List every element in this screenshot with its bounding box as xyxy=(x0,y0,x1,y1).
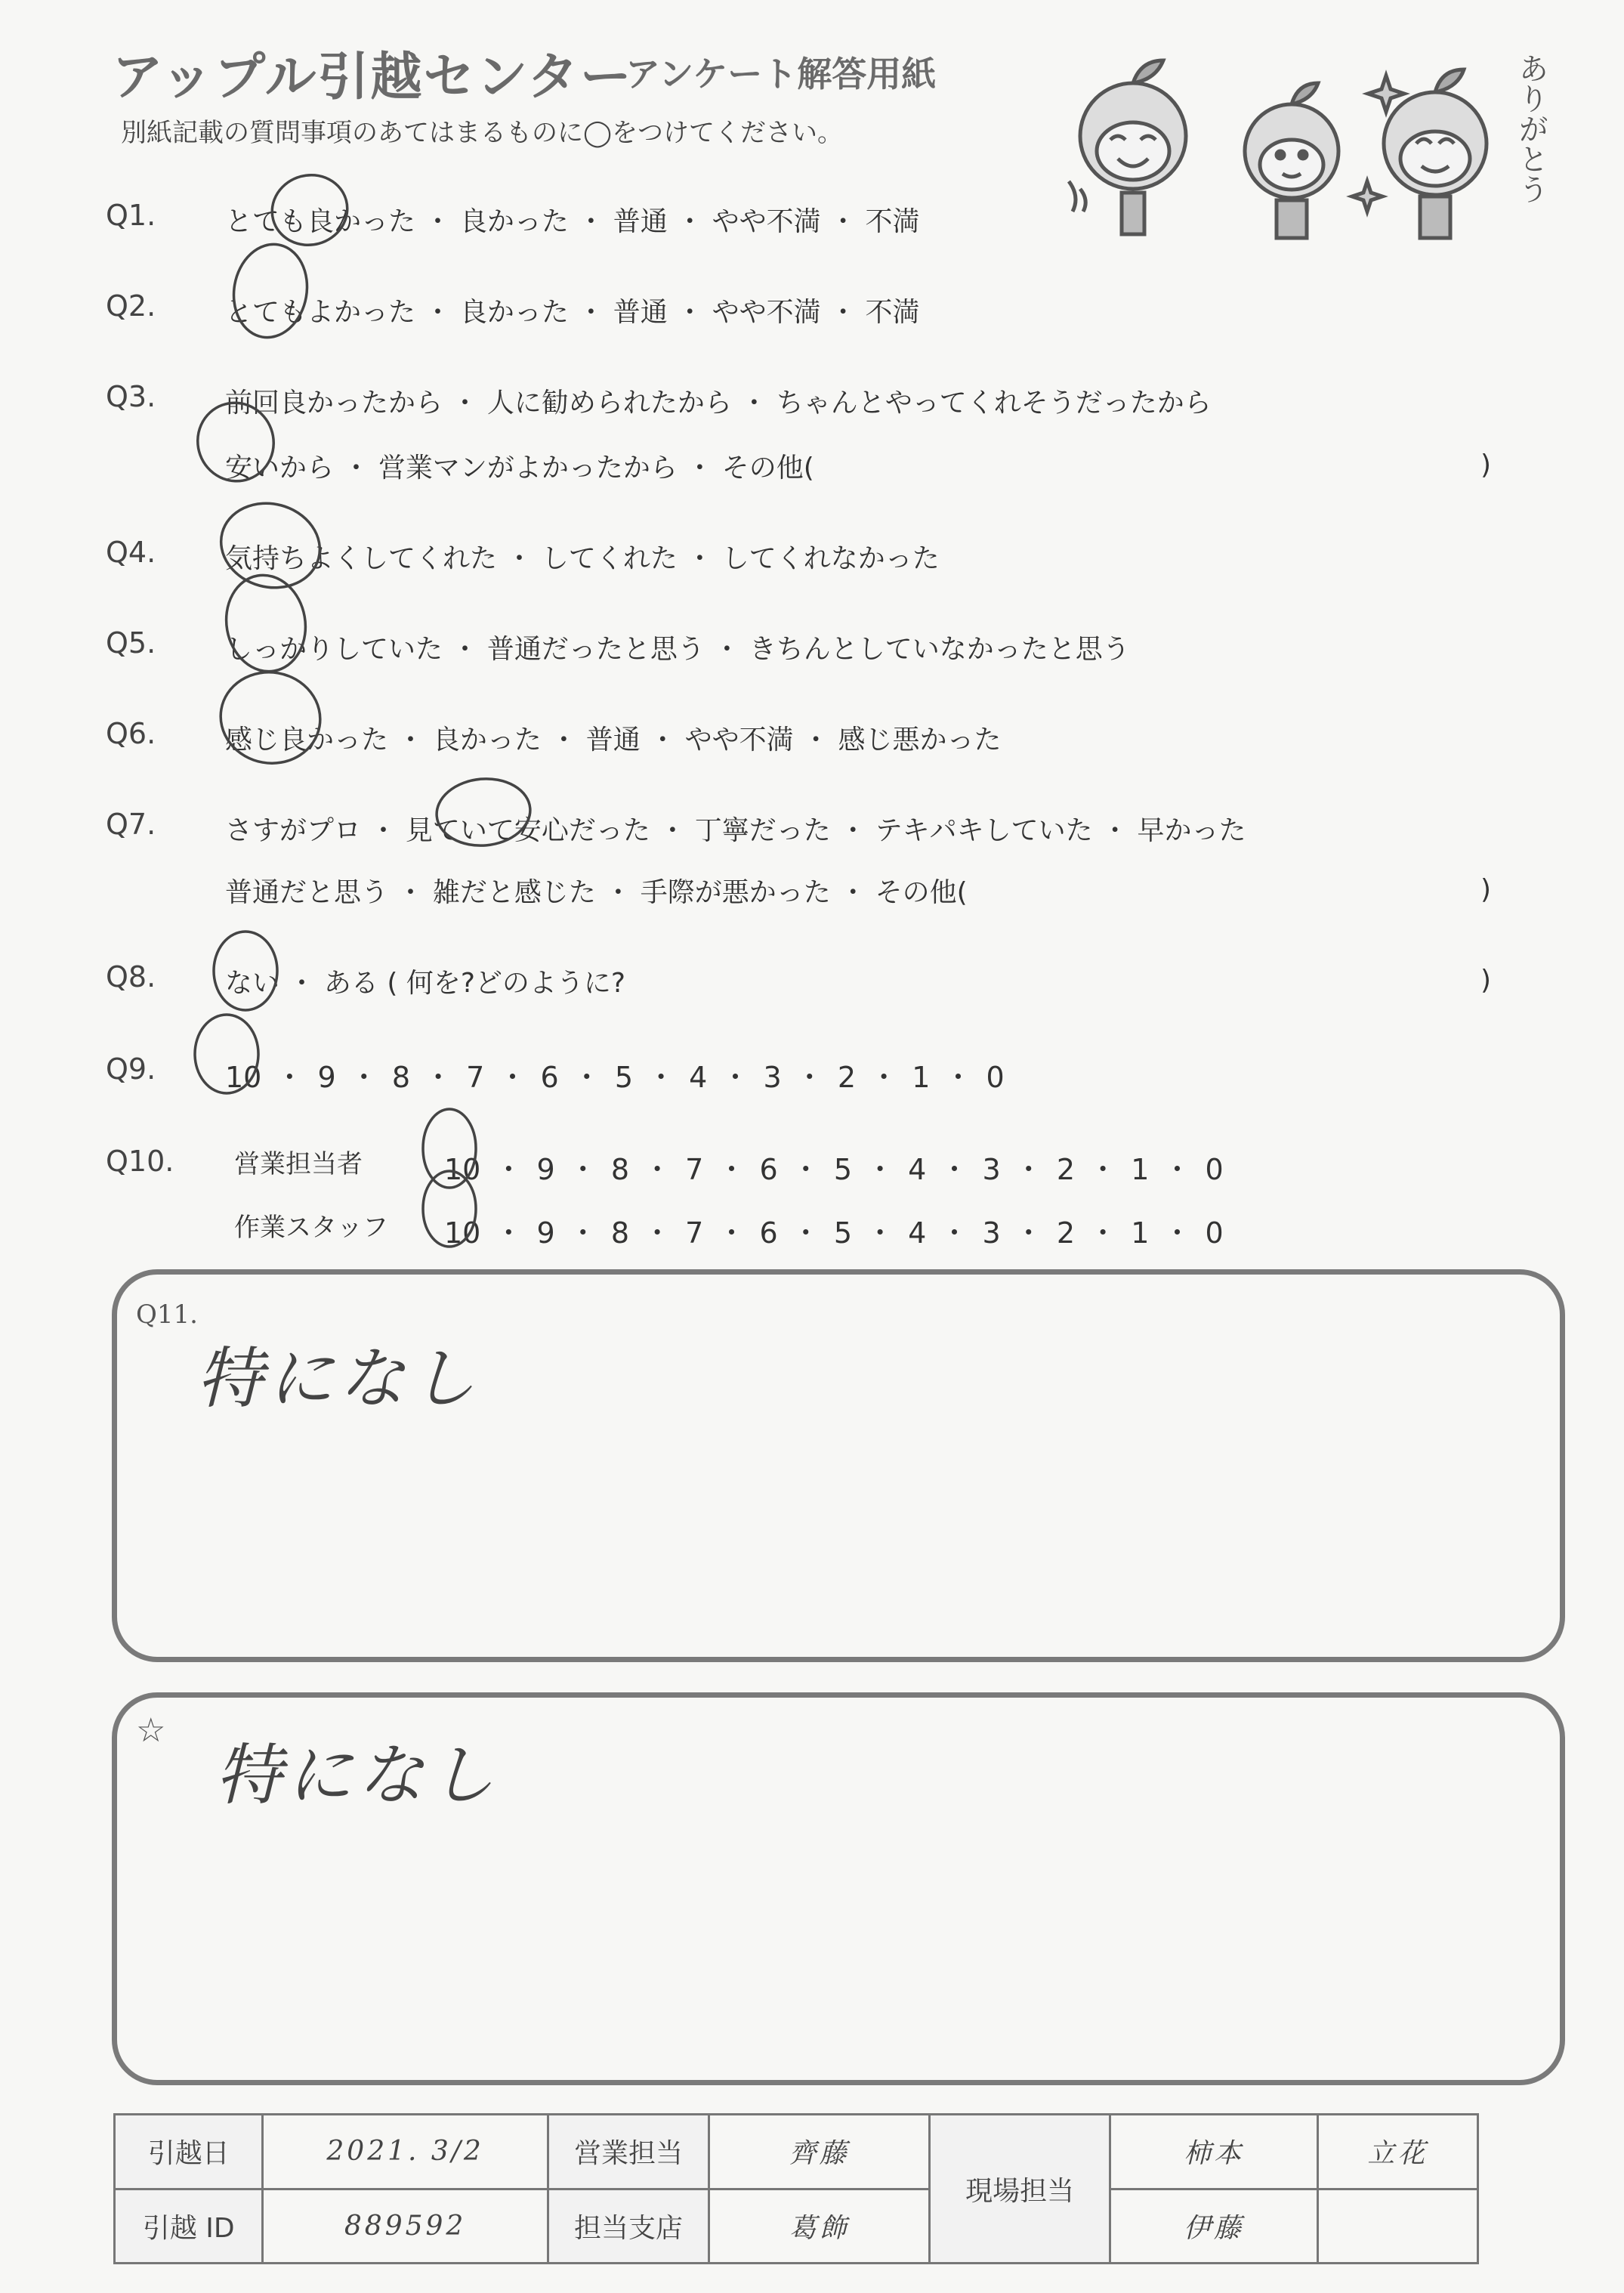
move-info-table xyxy=(113,2113,1479,2264)
q10-sales-scale[interactable]: 10 ・ 9 ・ 8 ・ 7 ・ 6 ・ 5 ・ 4 ・ 3 ・ 2 ・ 1 ・ 0 xyxy=(444,1153,1224,1186)
move-id-label: 引越 ID xyxy=(115,2189,263,2264)
q2-label: Q2. xyxy=(106,289,156,323)
q9-label: Q9. xyxy=(106,1052,156,1086)
field-staff-2[interactable]: 立花 xyxy=(1317,2115,1477,2189)
q2-options[interactable]: とてもよかった ・ 良かった ・ 普通 ・ やや不満 ・ 不満 xyxy=(225,297,920,328)
move-id-value[interactable]: 889592 xyxy=(263,2189,548,2264)
q9-scale[interactable]: 10 ・ 9 ・ 8 ・ 7 ・ 6 ・ 5 ・ 4 ・ 3 ・ 2 ・ 1 ・ 0 xyxy=(225,1061,1005,1094)
table-row xyxy=(115,2189,1478,2264)
q3-options-line2[interactable]: 安いから ・ 営業マンがよかったから ・ その他( xyxy=(225,453,814,484)
form-subtitle: アンケート解答用紙 xyxy=(625,54,937,94)
q4-label: Q4. xyxy=(106,536,156,569)
field-staff-empty[interactable] xyxy=(1317,2189,1477,2264)
q11-label: Q11. xyxy=(136,1299,198,1330)
q1-options[interactable]: とても良かった ・ 良かった ・ 普通 ・ やや不満 ・ 不満 xyxy=(225,206,920,237)
q7-label: Q7. xyxy=(106,808,156,841)
q8-paren-close: ) xyxy=(1480,965,1492,996)
q10-staff-label: 作業スタッフ xyxy=(234,1213,388,1243)
star-handwritten-answer: 特になし xyxy=(215,1736,500,1814)
q7-options-line1[interactable]: さすがプロ ・ 見ていて安心だった ・ 丁寧だった ・ テキパキしていた ・ 早かった xyxy=(225,815,1246,846)
field-staff-3[interactable]: 伊藤 xyxy=(1110,2189,1317,2264)
field-staff-label: 現場担当 xyxy=(929,2115,1110,2264)
q7-paren-close: ) xyxy=(1480,874,1492,905)
q3-label: Q3. xyxy=(106,380,156,413)
star-icon: ☆ xyxy=(136,1711,166,1750)
sales-person-value[interactable]: 齊藤 xyxy=(709,2115,930,2189)
q8-label: Q8. xyxy=(106,960,156,994)
q4-options[interactable]: 気持ちよくしてくれた ・ してくれた ・ してくれなかった xyxy=(225,543,940,574)
q10-sales-label: 営業担当者 xyxy=(234,1149,363,1179)
q6-label: Q6. xyxy=(106,717,156,750)
field-staff-1[interactable]: 柿本 xyxy=(1110,2115,1317,2189)
company-title: アップル引越センター xyxy=(112,48,633,107)
branch-value[interactable]: 葛飾 xyxy=(709,2189,930,2264)
move-date-label: 引越日 xyxy=(115,2115,263,2189)
q6-options[interactable]: 感じ良かった ・ 良かった ・ 普通 ・ やや不満 ・ 感じ悪かった xyxy=(225,725,1002,756)
q11-handwritten-answer: 特になし xyxy=(196,1340,481,1417)
q8-options[interactable]: ない ・ ある ( 何を?どのように? xyxy=(225,968,626,999)
q3-paren-close: ) xyxy=(1480,450,1492,481)
q10-label: Q10. xyxy=(106,1145,174,1178)
q3-options-line1[interactable]: 前回良かったから ・ 人に勧められたから ・ ちゃんとやってくれそうだったから xyxy=(225,388,1212,419)
sales-label: 営業担当 xyxy=(548,2115,709,2189)
q10-staff-scale[interactable]: 10 ・ 9 ・ 8 ・ 7 ・ 6 ・ 5 ・ 4 ・ 3 ・ 2 ・ 1 ・ 0 xyxy=(444,1216,1224,1250)
table-row xyxy=(115,2115,1478,2189)
q1-label: Q1. xyxy=(106,199,156,232)
move-date-value[interactable]: 2021. 3/2 xyxy=(263,2115,548,2189)
q5-label: Q5. xyxy=(106,626,156,660)
mascot-illustration xyxy=(1050,45,1548,249)
branch-label: 担当支店 xyxy=(548,2189,709,2264)
mascot-thanks-text: ありがとう xyxy=(1514,53,1548,204)
q7-options-line2[interactable]: 普通だと思う ・ 雑だと感じた ・ 手際が悪かった ・ その他( xyxy=(225,877,968,908)
instruction-text: 別紙記載の質問事項のあてはまるものに◯をつけてください。 xyxy=(121,118,844,148)
q5-options[interactable]: しっかりしていた ・ 普通だったと思う ・ きちんとしていなかったと思う xyxy=(225,634,1130,665)
